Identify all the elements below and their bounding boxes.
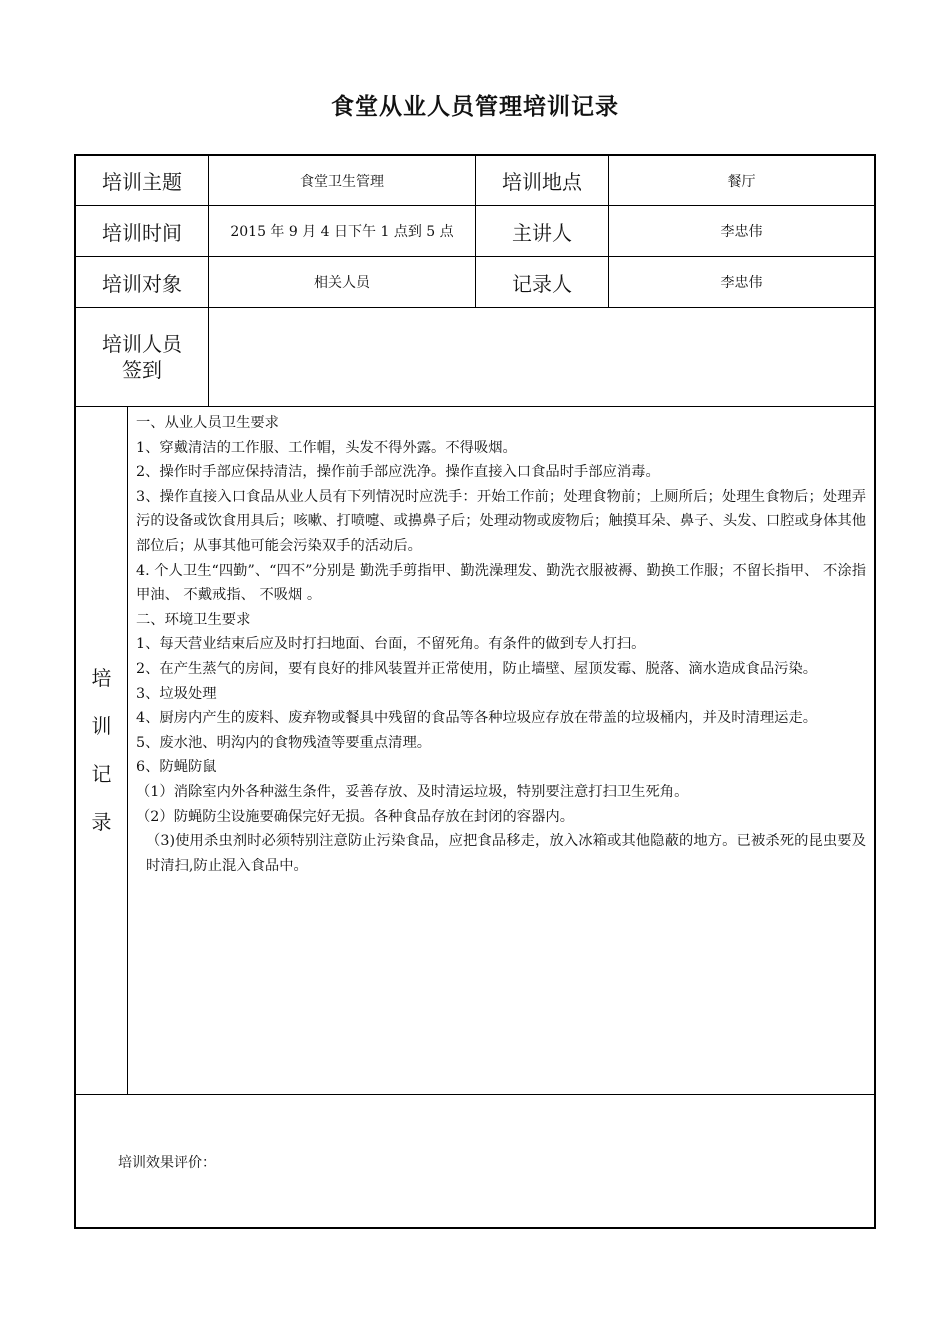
record-line: 5、废水池、明沟内的食物残渣等要重点清理。 <box>136 734 432 751</box>
time-value: 2015 年 9 月 4 日下午 1 点到 5 点 <box>230 224 454 240</box>
signin-area <box>209 308 874 406</box>
signin-label-line2: 签到 <box>122 358 162 382</box>
record-content <box>136 411 866 878</box>
recorder-label: 记录人 <box>512 271 572 296</box>
record-line: 3、垃圾处理 <box>136 685 217 702</box>
audience-value: 相关人员 <box>314 275 370 291</box>
record-line: 4、厨房内产生的废料、废弃物或餐具中残留的食品等各种垃圾应存放在带盖的垃圾桶内，并及时清理运走。 <box>136 710 818 727</box>
record-line: 6、防蝇防鼠 <box>136 759 217 776</box>
speaker-value: 李忠伟 <box>720 224 763 240</box>
topic-value: 食堂卫生管理 <box>300 173 384 190</box>
audience-label: 培训对象 <box>102 271 182 296</box>
record-side-label <box>76 406 127 1094</box>
row-divider <box>76 1094 874 1095</box>
location-label: 培训地点 <box>502 170 582 194</box>
record-line: 二、环境卫生要求 <box>136 611 251 628</box>
row-divider <box>76 406 874 407</box>
recorder-value: 李忠伟 <box>720 275 763 291</box>
record-line: 2、操作时手部应保持清洁，操作前手部应洗净。操作直接入口食品时手部应消毒。 <box>136 464 660 481</box>
page-title: 食堂从业人员管理培训记录 <box>331 94 619 120</box>
location-value: 餐厅 <box>727 173 756 190</box>
record-side-char: 记 <box>91 762 112 786</box>
time-label: 培训时间 <box>102 220 182 245</box>
signin-label-line1: 培训人员 <box>102 332 182 356</box>
signin-label <box>76 308 208 406</box>
record-line: （3)使用杀虫剂时必须特别注意防止污染食品，应把食品移走，放入冰箱或其他隐蔽的地方。已被杀死的昆虫要及时清扫,防止混入食品中。 <box>146 833 866 874</box>
record-line: 3、操作直接入口食品从业人员有下列情况时应洗手：开始工作前；处理食物前；上厕所后；处理生食物后；处理弄污的设备或饮食用具后；咳嗽、打喷嚏、或擤鼻子后；处理动物或废物后；触摸耳朵、鼻子、头发、口腔或身体其他部位后；从事其他可能会污染双手的活动后。 <box>136 488 866 554</box>
record-line: （1）消除室内外各种滋生条件，妥善存放、及时清运垃圾，特别要注意打扫卫生死角。 <box>136 783 689 800</box>
record-line: 4. 个人卫生“四勤”、“四不”分别是 勤洗手剪指甲、勤洗澡理发、勤洗衣服被褥、勤换工作服；不留长指甲、 不涂指甲油、 不戴戒指、 不吸烟 。 <box>136 562 866 604</box>
record-line: 一、从业人员卫生要求 <box>136 415 279 431</box>
topic-label: 培训主题 <box>102 170 182 194</box>
record-line: （2）防蝇防尘设施要确保完好无损。各种食品存放在封闭的容器内。 <box>136 808 574 825</box>
record-line: 2、在产生蒸气的房间，要有良好的排风装置并正常使用，防止墙壁、屋顶发霉、脱落、滴水造成食品污染。 <box>136 660 818 677</box>
speaker-label: 主讲人 <box>512 220 572 245</box>
record-side-char: 录 <box>91 810 112 834</box>
evaluation-label: 培训效果评价： <box>118 1155 216 1171</box>
column-divider <box>127 406 128 1094</box>
record-side-char: 训 <box>91 714 112 738</box>
record-side-char: 培 <box>91 666 112 690</box>
record-line: 1、穿戴清洁的工作服、工作帽，头发不得外露。不得吸烟。 <box>136 439 517 456</box>
record-line: 1、每天营业结束后应及时打扫地面、台面，不留死角。有条件的做到专人打扫。 <box>136 636 646 653</box>
